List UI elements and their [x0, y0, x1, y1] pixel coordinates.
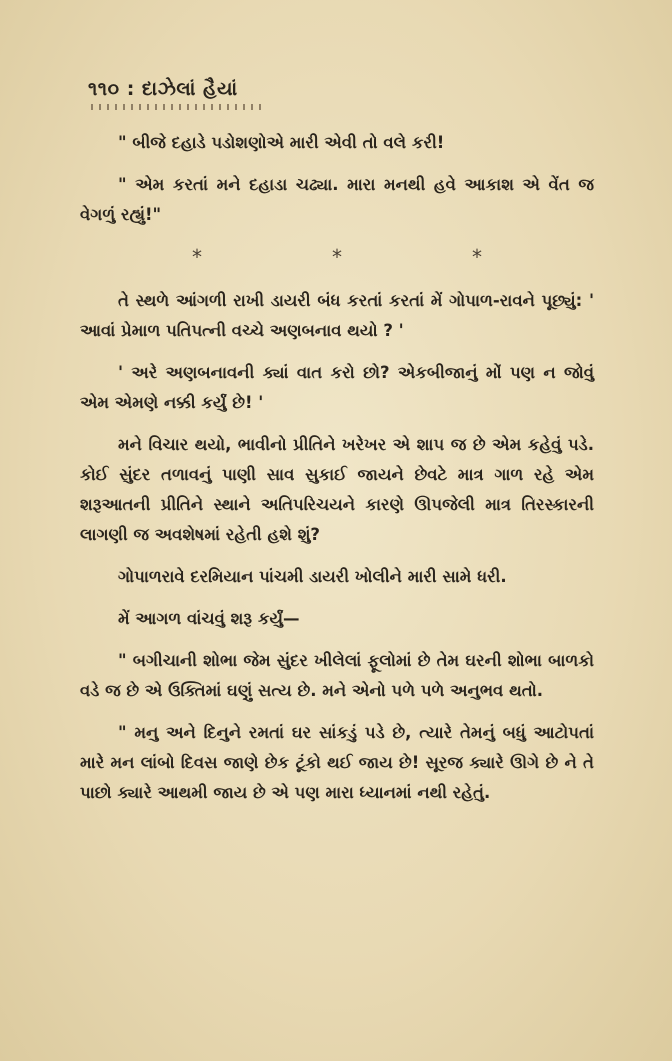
paragraph: મને વિચાર થયો, ભાવીનો પ્રીતિને ખરેખર એ શાપ જ છે એમ કહેવું પડે. કોઈ સુંદર તળાવનું પાણી સાવ સુકાઈ જાયને છેવટે માત્ર ગાળ રહે એમ શરૂઆતની પ્રીતિને સ્થાને અતિપરિચયને કારણે ઊપજેલી માત્ર તિરસ્કારની લાગણી જ અવશેષમાં રહેતી હશે શું? — [80, 435, 594, 544]
paragraph: તે સ્થળે આંગળી રાખી ડાયરી બંધ કરતાં કરતાં મેં ગોપાળ-રાવને પૂછ્યું: ' આવાં પ્રેમાળ પતિપત્ની વચ્ચે અણબનાવ થયો ? ' — [80, 291, 594, 340]
asterisk: * — [192, 245, 202, 269]
page-body — [80, 128, 594, 820]
paragraph: મેં આગળ વાંચવું શરૂ કર્યું— — [118, 609, 300, 628]
asterisk: * — [332, 245, 342, 269]
paragraph: ગોપાળરાવે દરમિયાન પાંચમી ડાયરી ખોલીને મારી સામે ધરી. — [118, 567, 507, 586]
paragraph: ' અરે અણબનાવની ક્યાં વાત કરો છો? એકબીજાનું મોં પણ ન જોવું એમ એમણે નક્કી કર્યું છે! ' — [80, 363, 594, 412]
asterisk: * — [472, 245, 482, 269]
chapter-title: દાઝેલાં હૈયાં — [141, 78, 238, 100]
paragraph: " બીજે દહાડે પડોશણોએ મારી એવી તો વલે કરી! — [118, 133, 445, 152]
paragraph: " એમ કરતાં મને દહાડા ચઢ્યા. મારા મનથી હવે આકાશ એ વેંત જ વેગળું રહ્યું!" — [80, 175, 594, 224]
page-number: ૧૧૦ — [88, 78, 120, 100]
paragraph: " મનુ અને દિનુને રમતાં ઘર સાંકડું પડે છે, ત્યારે તેમનું બધું આટોપતાં મારે મન લાંબો દિવસ જાણે છેક ટૂંકો થઈ જાય છે! સૂરજ ક્યારે ઊગે છે ને તે પાછો ક્યારે આથમી જાય છે એ પણ મારા ધ્યાનમાં નથી રહેતું. — [80, 723, 594, 802]
paragraph: " બગીચાની શોભા જેમ સુંદર ખીલેલાં ફૂલોમાં છે તેમ ઘરની શોભા બાળકો વડે જ છે એ ઉક્તિમાં ઘણું સત્ય છે. મને એનો પળે પળે અનુભવ થતો. — [80, 651, 594, 700]
wavy-underline — [88, 104, 266, 110]
page-header — [88, 78, 266, 110]
section-break — [192, 242, 482, 272]
header-separator: : — [126, 78, 135, 100]
